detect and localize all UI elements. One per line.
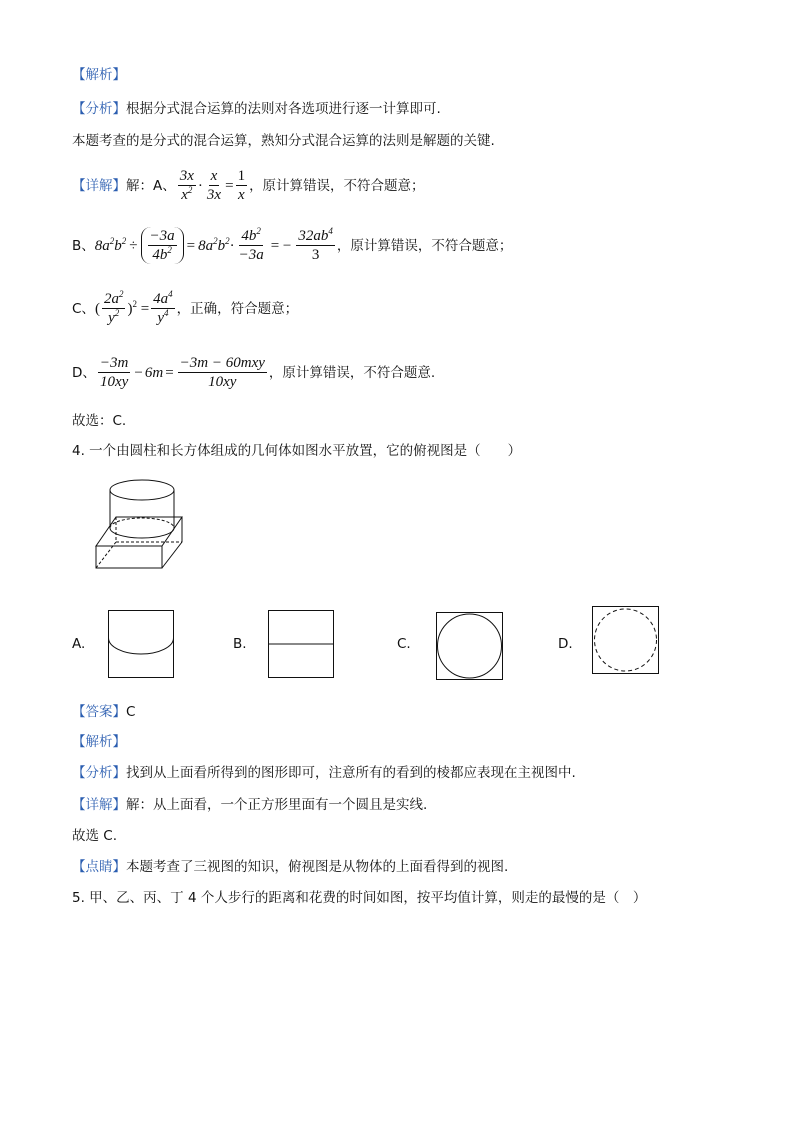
- formula-b-frac2: $\frac{4b^2}{-3a}$: [238, 226, 264, 263]
- option-d-figure: [592, 606, 660, 674]
- a-result: ，原计算错误，不符合题意；: [249, 177, 425, 194]
- formula-c-frac1: $\frac{2a^2}{y^2}$: [103, 289, 124, 326]
- fenxi-line-q4: [72, 764, 576, 782]
- answer-line-q4: [72, 703, 135, 721]
- answer-q3: 故选：C.: [72, 413, 127, 429]
- formula-d-frac2: $\frac{\text{−3m − 60mxy}}{10xy}$: [179, 355, 265, 390]
- dianjing-label: 【点睛】: [72, 859, 126, 875]
- fenxi-text: 根据分式混合运算的法则对各选项进行逐一计算即可.: [126, 101, 441, 117]
- d-result: ，原计算错误，不符合题意.: [268, 364, 436, 381]
- xiangjie-label-q4: 【详解】: [72, 797, 126, 813]
- option-c-figure: [436, 612, 504, 680]
- b-result: ，原计算错误，不符合题意；: [336, 237, 513, 254]
- option-c-label: C.: [397, 636, 411, 652]
- formula-a-frac1: $\frac{3x}{x^2}$: [179, 168, 194, 203]
- xiangjie-line-q4: [72, 796, 427, 814]
- xiangjie-prefix: 解：A、: [126, 177, 176, 194]
- dianjing-line-q4: [72, 858, 508, 876]
- detail-option-b: B、 $8a^2b^2$ ÷ $\frac{-3a}{4b^2}$ = $8a^2b^2$ · $\frac{4b^2}{-3a}$ = − $\frac{32ab^4}{3}$ ，原计算错误，不符合题意；: [72, 226, 513, 263]
- question-5: 5. 甲、乙、丙、丁 4 个人步行的距离和花费的时间如图，按平均值计算，则走的最慢的是（ ）: [72, 890, 647, 906]
- option-b-figure: [268, 610, 334, 678]
- fenxi-label: 【分析】: [72, 101, 126, 117]
- detail-option-d: D、 $\frac{-3m}{10xy}$ − 6m = $\frac{\text{−3m − 60mxy}}{10xy}$ ，原计算错误，不符合题意.: [72, 355, 436, 390]
- answer-label: 【答案】: [72, 704, 126, 720]
- jiexi-label-q3: 【解析】: [72, 67, 126, 83]
- option-d-label: D.: [558, 636, 573, 652]
- formula-b-frac3: $\frac{32ab^4}{3}$: [298, 226, 333, 263]
- option-a-label: A.: [72, 636, 86, 652]
- d-prefix: D、: [72, 364, 96, 381]
- detail-option-a: 【详解】 解：A、 $\frac{3x}{x^2}$ · $\frac{x}{3x}$ = $\frac{1}{x}$ ，原计算错误，不符合题意；: [72, 168, 425, 203]
- solid-figure: [90, 472, 190, 572]
- jiexi-label-q4: 【解析】: [72, 734, 126, 750]
- kaocha-text-q3: 本题考查的是分式的混合运算，熟知分式混合运算的法则是解题的关键.: [72, 133, 495, 149]
- select-q4: 故选 C.: [72, 828, 118, 844]
- fenxi-line-q3: [72, 100, 441, 118]
- c-prefix: C、: [72, 300, 95, 317]
- formula-a-frac2: $\frac{x}{3x}$: [206, 168, 222, 203]
- option-a-figure: [108, 610, 174, 678]
- xiangjie-label: 【详解】: [72, 177, 126, 194]
- dianjing-text: 本题考查了三视图的知识，俯视图是从物体的上面看得到的视图.: [126, 859, 509, 875]
- option-b-label: B.: [233, 636, 247, 652]
- detail-option-c: C、 ( $\frac{2a^2}{y^2}$ )$^2$ = $\frac{4a^4}{y^4}$ ，正确，符合题意；: [72, 289, 299, 326]
- fenxi-label-q4: 【分析】: [72, 765, 126, 781]
- formula-c-frac2: $\frac{4a^4}{y^4}$: [153, 289, 173, 326]
- formula-a-frac3: $\frac{1}{x}$: [237, 168, 246, 203]
- answer-value: C: [126, 704, 136, 720]
- xiangjie-text-q4: 解：从上面看，一个正方形里面有一个圆且是实线.: [126, 797, 428, 813]
- b-prefix: B、: [72, 237, 95, 254]
- fenxi-text-q4: 找到从上面看所得到的图形即可，注意所有的看到的棱都应表现在主视图中.: [126, 765, 576, 781]
- formula-b-paren: $\frac{-3a}{4b^2}$: [141, 227, 184, 264]
- c-result: ，正确，符合题意；: [176, 300, 299, 317]
- formula-d-frac1: $\frac{-3m}{10xy}$: [99, 355, 129, 390]
- question-4: 4. 一个由圆柱和长方体组成的几何体如图水平放置，它的俯视图是（ ）: [72, 443, 522, 459]
